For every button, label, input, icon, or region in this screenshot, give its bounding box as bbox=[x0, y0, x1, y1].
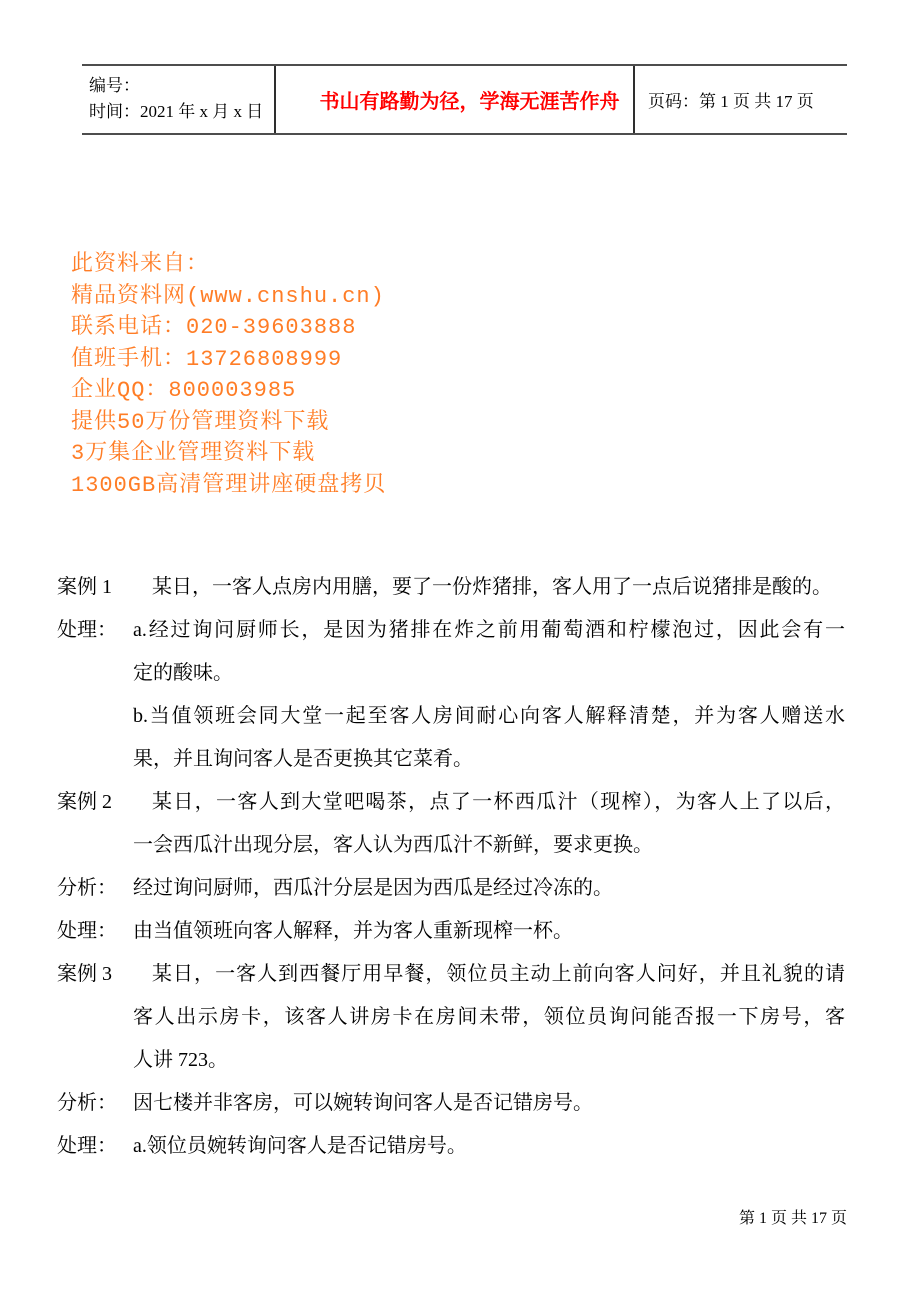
text-line: 经过询问厨师，西瓜汁分层是因为西瓜是经过冷冻的。 bbox=[133, 877, 613, 899]
promo-line: 3万集企业管理资料下载 bbox=[71, 441, 316, 466]
paragraph-content bbox=[133, 1082, 845, 1125]
text-line: 一会西瓜汁出现分层，客人认为西瓜汁不新鲜，要求更换。 bbox=[133, 834, 653, 856]
promo-line: 1300GB高清管理讲座硬盘拷贝 bbox=[71, 472, 387, 498]
text-line: 客人出示房卡，该客人讲房卡在房间未带，领位员询问能否报一下房号，客 bbox=[133, 1006, 845, 1028]
text-line: 因七楼并非客房，可以婉转询问客人是否记错房号。 bbox=[133, 1092, 593, 1114]
promo-line: 精品资料网(www.cnshu.cn) bbox=[71, 283, 385, 309]
paragraph-label: 处理： bbox=[57, 920, 117, 942]
text-line: 某日，一客人到西餐厅用早餐，领位员主动上前向客人问好，并且礼貌的请 bbox=[152, 963, 845, 985]
text-line: 果，并且询问客人是否更换其它菜肴。 bbox=[133, 748, 473, 770]
paragraph-content bbox=[133, 609, 845, 695]
footer-page-number: 第 1 页 共 17 页 bbox=[738, 1210, 847, 1227]
promo-line: 提供50万份管理资料下载 bbox=[71, 409, 330, 435]
text-line: 人讲 723。 bbox=[133, 1049, 228, 1071]
promo-line: 此资料来自： bbox=[71, 252, 210, 277]
case-paragraph bbox=[57, 609, 845, 695]
paragraph-content bbox=[133, 781, 845, 867]
case-paragraph bbox=[57, 695, 845, 781]
promo-line: 值班手机：13726808999 bbox=[71, 346, 343, 372]
text-line: 某日，一客人点房内用膳，要了一份炸猪排，客人用了一点后说猪排是酸的。 bbox=[152, 576, 832, 598]
promo-block bbox=[71, 249, 386, 501]
header-motto-text: 书山有路勤为径，学海无涯苦作舟 bbox=[319, 91, 620, 113]
case-paragraph bbox=[57, 1082, 845, 1125]
header-meta-cell bbox=[82, 66, 276, 133]
paragraph-label: 分析： bbox=[57, 1092, 117, 1114]
text-line: 定的酸味。 bbox=[133, 662, 233, 684]
paragraph-content bbox=[133, 566, 845, 609]
case-paragraph bbox=[57, 566, 845, 609]
paragraph-content bbox=[133, 1125, 845, 1168]
paragraph-label: 案例 3 bbox=[57, 963, 112, 985]
case-paragraph bbox=[57, 1125, 845, 1168]
header-number-label: 编号： bbox=[89, 76, 140, 95]
header-motto-cell bbox=[276, 66, 635, 133]
text-line: a.经过询问厨师长，是因为猪排在炸之前用葡萄酒和柠檬泡过，因此会有一 bbox=[133, 619, 845, 641]
text-line: 某日，一客人到大堂吧喝茶，点了一杯西瓜汁（现榨），为客人上了以后， bbox=[152, 791, 845, 813]
paragraph-content bbox=[133, 695, 845, 781]
header-page-cell bbox=[635, 66, 847, 133]
paragraph-content bbox=[133, 953, 845, 1082]
paragraph-label: 处理： bbox=[57, 619, 117, 641]
promo-line: 企业QQ：800003985 bbox=[71, 378, 297, 403]
paragraph-label bbox=[57, 695, 133, 781]
paragraph-label: 案例 2 bbox=[57, 791, 112, 813]
case-paragraph bbox=[57, 781, 845, 867]
text-line: b.当值领班会同大堂一起至客人房间耐心向客人解释清楚，并为客人赠送水 bbox=[133, 705, 845, 727]
header-page-number: 页码：第 1 页 共 17 页 bbox=[648, 92, 814, 111]
paragraph-content bbox=[133, 910, 845, 953]
paragraph-label: 分析： bbox=[57, 877, 117, 899]
text-line: 由当值领班向客人解释，并为客人重新现榨一杯。 bbox=[133, 920, 573, 942]
paragraph-label: 案例 1 bbox=[57, 576, 112, 598]
paragraph-content bbox=[133, 867, 845, 910]
case-list bbox=[57, 566, 845, 1168]
case-paragraph bbox=[57, 867, 845, 910]
case-paragraph bbox=[57, 953, 845, 1082]
paragraph-label: 处理： bbox=[57, 1135, 117, 1157]
promo-line: 联系电话：020-39603888 bbox=[71, 315, 357, 340]
header-table bbox=[82, 64, 847, 135]
text-line: a.领位员婉转询问客人是否记错房号。 bbox=[133, 1135, 467, 1157]
header-date-label: 时间：2021 年 x 月 x 日 bbox=[89, 102, 264, 121]
case-paragraph bbox=[57, 910, 845, 953]
